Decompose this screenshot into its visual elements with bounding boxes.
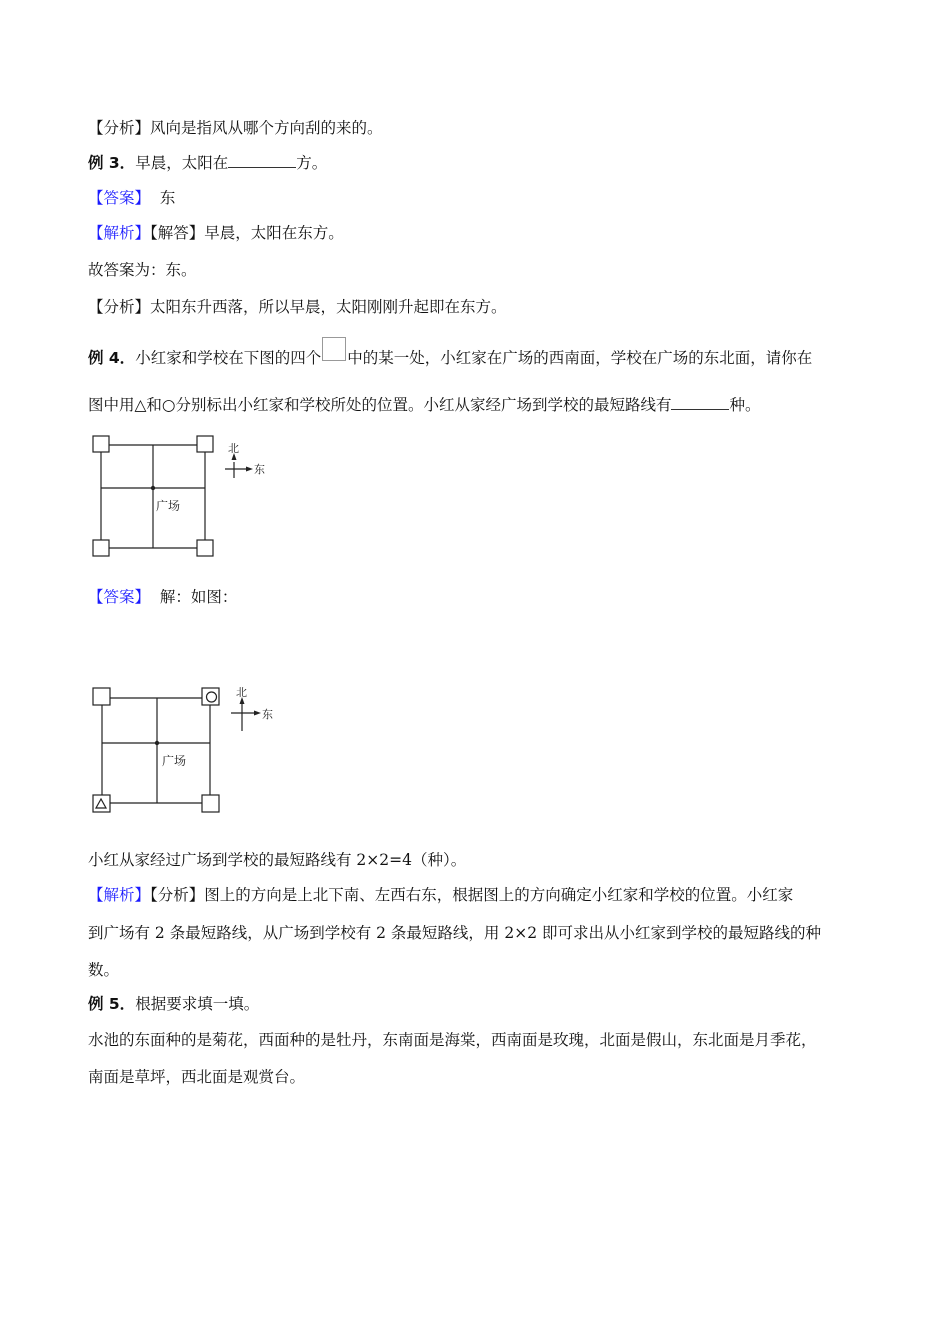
analysis-tag: 【分析】 [88,298,151,316]
answer-text: 解：如图： [159,588,238,606]
question-text: 图中用△和○分别标出小红家和学校所处的位置。小红从家经广场到学校的最短路线有 [88,396,672,414]
question-text: 早晨，太阳在 [135,154,229,172]
example-3-answer [88,188,175,208]
plaza-label: 广场 [162,754,187,768]
answer-text: 东 [159,189,176,207]
analysis-previous [88,118,383,138]
jiexi-tag: 【解析】 [88,224,151,242]
east-label: 东 [262,708,273,721]
north-label: 北 [228,442,239,455]
question-text: 小红家和学校在下图的四个 [135,349,322,367]
square-box-icon [322,337,346,361]
analysis-text: 图上的方向是上北下南、左西右东，根据图上的方向确定小红家和学校的位置。小红家 [204,886,794,904]
answer-tag: 【答案】 [88,588,151,606]
question-text-end: 种。 [729,396,761,414]
home-triangle-icon [96,799,106,808]
example-5-question [88,994,259,1014]
example-4-answer [88,587,237,607]
answer-blank [671,395,729,410]
analysis-tag: 【分析】 [88,119,151,137]
example-3-question [88,153,327,173]
jiexi-tag: 【解析】 [88,886,151,904]
map-figure-answer [88,683,288,818]
example-label: 例 4． [88,349,136,367]
jieda-tag: 【解答】 [150,224,205,242]
example-3-explanation [88,223,344,243]
analysis-tag: 【分析】 [150,886,205,904]
map-figure-question [88,432,278,562]
answer-tag: 【答案】 [88,189,151,207]
example-4-question-line1 [88,343,812,368]
example-4-question-line2 [88,395,760,415]
north-label: 北 [236,686,247,699]
example-4-analysis-line2: 到广场有 2 条最短路线，从广场到学校有 2 条最短路线，用 2×2 即可求出从小红家到学校的最短路线的种 [88,924,821,942]
example-3-conclusion: 故答案为：东。 [88,261,197,279]
east-label: 东 [254,463,265,476]
example-3-analysis [88,297,507,317]
answer-blank [228,153,296,168]
example-5-line2: 南面是草坪，西北面是观赏台。 [88,1068,306,1086]
example-4-result: 小红从家经过广场到学校的最短路线有 2×2=4（种）。 [88,851,467,869]
question-text-end: 方。 [296,154,328,172]
school-circle-icon [207,692,217,702]
analysis-text: 风向是指风从哪个方向刮的来的。 [150,119,383,137]
example-label: 例 3． [88,154,136,172]
question-text: 根据要求填一填。 [135,995,260,1013]
plaza-label: 广场 [156,499,181,513]
example-4-analysis-line3: 数。 [88,961,120,979]
analysis-text: 太阳东升西落，所以早晨，太阳刚刚升起即在东方。 [150,298,507,316]
question-text-cont: 中的某一处，小红家在广场的西南面，学校在广场的东北面，请你在 [347,349,813,367]
jieda-text: 早晨，太阳在东方。 [204,224,344,242]
example-label: 例 5． [88,995,136,1013]
example-5-line1: 水池的东面种的是菊花，西面种的是牡丹，东南面是海棠，西南面是玫瑰，北面是假山，东北面是月季花， [88,1031,817,1049]
example-4-analysis-line1 [88,885,793,905]
